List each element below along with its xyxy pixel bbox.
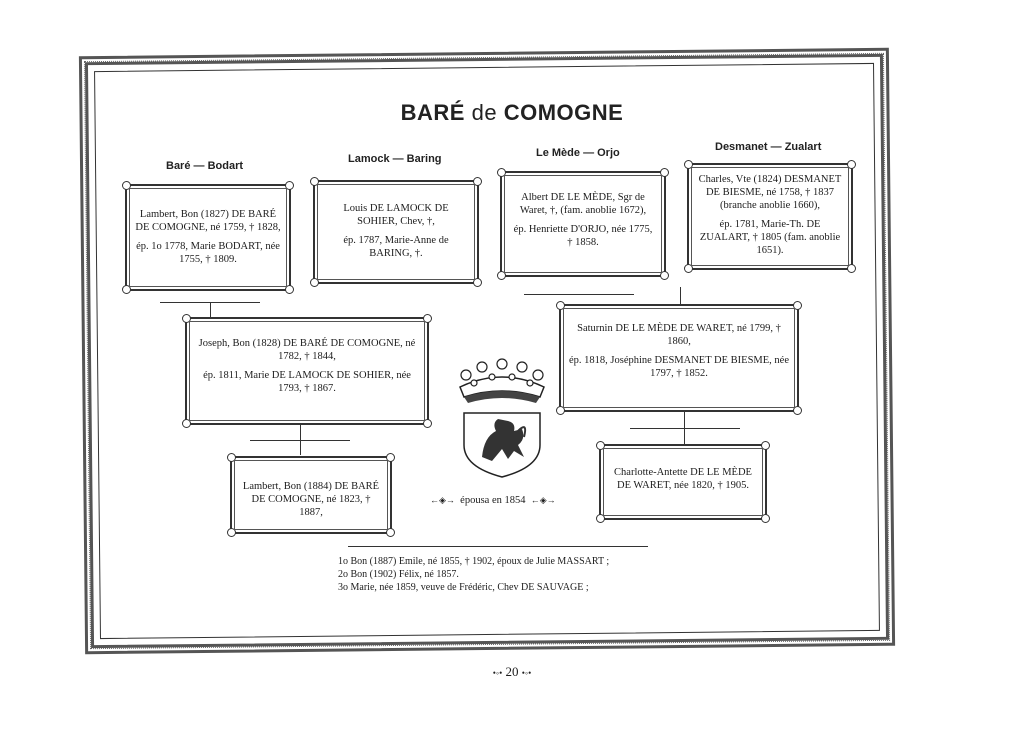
children-list [338,555,609,594]
coat-of-arms-icon [452,345,552,480]
box-joseph: Joseph, Bon (1828) DE BARÉ DE COMOGNE, né 1782, † 1844, ép. 1811, Marie DE LAMOCK DE SOHIER, née 1793, † 1867. [185,317,429,425]
header-desmanet-zualart: Desmanet — Zualart [715,141,822,153]
list-item: 3o Marie, née 1859, veuve de Frédéric, Chev DE SAUVAGE ; [338,582,589,593]
box-lambert-1884: Lambert, Bon (1884) DE BARÉ DE COMOGNE, né 1823, † 1887, [230,456,392,534]
connector [300,425,301,455]
list-item: 1o Bon (1887) Emile, né 1855, † 1902, époux de Julie MASSART ; [338,556,610,567]
connector [680,287,681,305]
connector [524,294,634,295]
box-desmanet-zualart: Charles, Vte (1824) DESMANET DE BIESME, né 1758, † 1837 (branche anoblie 1660), ép. 1781, Marie-Th. DE ZUALART, † 1805 (fam. anoblie 1651). [687,163,853,270]
box-lemede-orjo: Albert DE LE MÈDE, Sgr de Waret, †, (fam. anoblie 1672), ép. Henriette D'ORJO, née 1775, † 1858. [500,171,666,277]
header-lemede-orjo: Le Mède — Orjo [536,147,620,159]
connector [684,412,685,444]
box-lamock-baring: Louis DE LAMOCK DE SOHIER, Chev, †, ép. 1787, Marie-Anne de BARING, †. [313,180,479,284]
married-label: ←◈→ épousa en 1854 ←◈→ [430,495,556,506]
header-lamock-baring: Lamock — Baring [348,153,442,165]
box-bare-bodart: Lambert, Bon (1827) DE BARÉ DE COMOGNE, né 1759, † 1828, ép. 1o 1778, Marie BODART, née 1755, † 1809. [125,184,291,291]
connector [630,428,740,429]
box-charlotte: Charlotte-Antette DE LE MÈDE DE WARET, née 1820, † 1905. [599,444,767,520]
page-number: •◦• 20 •◦• [492,664,532,679]
page-title: BARÉ de COMOGNE [400,100,624,125]
box-saturnin: Saturnin DE LE MÈDE DE WARET, né 1799, † 1860, ép. 1818, Joséphine DESMANET DE BIESME, née 1797, † 1852. [559,304,799,412]
list-item: 2o Bon (1902) Félix, né 1857. [338,569,459,580]
children-rule [348,546,648,547]
header-bare-bodart: Baré — Bodart [166,160,244,172]
